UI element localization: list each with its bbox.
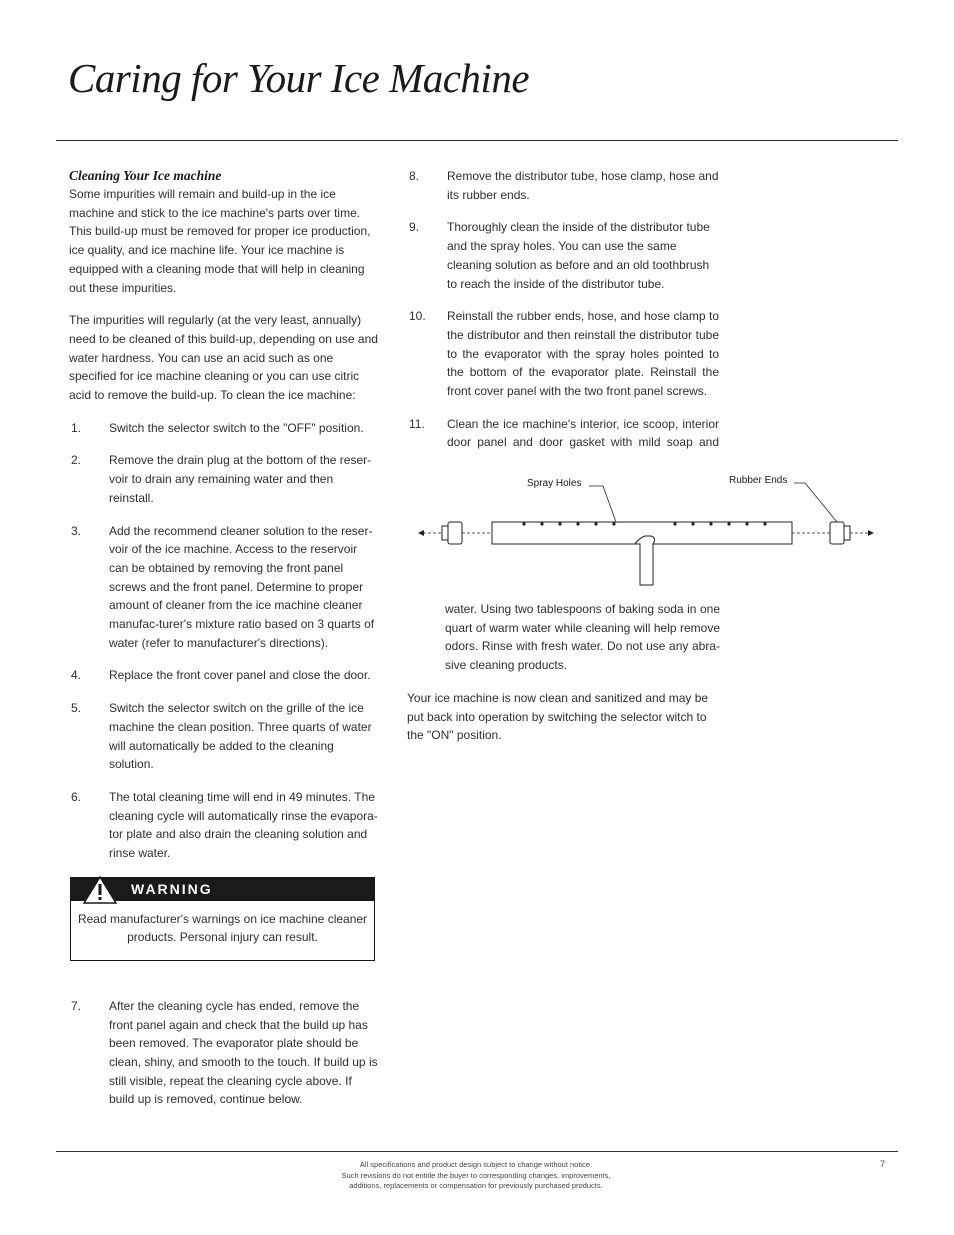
page-title: Caring for Your Ice Machine — [68, 55, 530, 101]
step-6 — [69, 788, 379, 863]
step-number: 8. — [409, 169, 420, 183]
warning-box — [70, 877, 375, 961]
step-text: Reinstall the rubber ends, hose, and hose clamp to the distributor and then reinstall the distributor tube to the evaporator with the spray holes pointed to the bottom of the evaporator plate. Reinstall the front cover panel with the two front panel screws. — [447, 309, 719, 399]
page-number: 7 — [880, 1159, 886, 1169]
step-number: 9. — [409, 220, 420, 235]
step-number: 1. — [71, 420, 82, 435]
step-10 — [407, 307, 719, 401]
footer-line: All specifications and product design subject to change without notice. — [359, 1160, 593, 1169]
warning-text: Read manufacturer's warnings on ice machine cleaner products. Personal injury can result. — [77, 911, 368, 944]
step-text: Switch the selector switch on the grille of the ice machine the clean position. Three quarts of water will automatically be added to the cleaning solution. — [109, 701, 372, 772]
step-4 — [69, 666, 379, 685]
warning-label: WARNING — [131, 880, 213, 897]
right-column — [407, 167, 719, 466]
step-9 — [407, 218, 719, 293]
warning-header — [71, 878, 374, 901]
step-8 — [407, 167, 719, 204]
step-number: 4. — [71, 668, 82, 683]
step-11-continued — [445, 600, 720, 689]
step-text: Remove the drain plug at the bottom of the reser-voir to drain any remaining water and then reinstall. — [109, 453, 372, 505]
step-number: 3. — [71, 523, 82, 538]
footer-line: additions, replacements or compensation for previously purchased products. — [349, 1181, 603, 1190]
step-text: Thoroughly clean the inside of the distributor tube and the spray holes. You can use the same cleaning solution as before and an old toothbrush to reach the inside of the distributor tube. — [447, 220, 710, 291]
step-3 — [69, 522, 379, 653]
step-number: 10. — [409, 309, 426, 324]
rubber-ends-label: Rubber Ends — [729, 475, 788, 486]
step-text: The total cleaning time will end in 49 minutes. The cleaning cycle will automatically rinse the evapora-tor plate and also drain the cleaning solution and rinse water. — [109, 789, 378, 861]
step-11-continued-text: water. Using two tablespoons of baking soda in one quart of warm water while cleaning will help remove odors. Rinse with fresh water. Do not use any abra-sive cleaning products. — [445, 602, 720, 673]
step-text: Remove the distributor tube, hose clamp, hose and its rubber ends. — [447, 169, 719, 202]
step-text: After the cleaning cycle has ended, remove the front panel again and check that the build up has been removed. The evaporator plate should be clean, shiny, and smooth to the touch. If build up is still visible, repeat the cleaning cycle above. If build up is removed, continue below. — [109, 998, 378, 1107]
step-11 — [407, 415, 719, 452]
step-text: Clean the ice machine's interior, ice scoop, interior door panel and door gasket with mild soap and — [447, 416, 719, 450]
step-number: 5. — [71, 701, 82, 716]
spray-holes-label: Spray Holes — [527, 478, 582, 489]
top-divider — [56, 140, 898, 141]
footer-disclaimer — [260, 1160, 692, 1192]
section-subheading: Cleaning Your Ice machine — [69, 168, 222, 183]
step-text: Add the recommend cleaner solution to the reser-voir of the ice machine. Access to the reservoir can be obtained by removing the front panel screws and the front panel. Determine to proper amount of cleaner from the ice machine cleaner manufac-turer's mixture ratio based on 3 quarts of water (refer to manufacturer's directions). — [109, 523, 375, 650]
step-number: 11. — [409, 416, 425, 431]
bottom-divider — [56, 1151, 898, 1152]
step-number: 6. — [71, 789, 82, 804]
step-2 — [69, 451, 379, 507]
step-5 — [69, 699, 379, 774]
footer-line: Such revisions do not entitle the buyer to corresponding changes, improvements, — [341, 1170, 611, 1180]
step-text: Replace the front cover panel and close the door. — [109, 668, 371, 683]
closing-paragraph: Your ice machine is now clean and sanitized and may be put back into operation by switching the selector witch to the "ON" position. — [407, 691, 709, 743]
intro-paragraph: Some impurities will remain and build-up in the ice machine and stick to the ice machine's parts over time. This build-up must be removed for proper ice production, ice quality, and ice machine life. Your ice machine is equipped with a cleaning mode that will help in cleaning out these impurities. — [69, 187, 371, 295]
closing-section — [407, 689, 719, 759]
warning-triangle-icon — [83, 876, 117, 904]
step-text: Switch the selector switch to the "OFF" position. — [109, 420, 364, 435]
distributor-tube-drawing — [413, 470, 883, 595]
step-number: 2. — [71, 453, 82, 468]
distributor-tube-diagram — [413, 470, 883, 595]
step-1 — [69, 419, 379, 438]
left-column — [69, 167, 379, 1123]
step-number: 7. — [71, 998, 82, 1013]
step-7 — [69, 997, 379, 1109]
impurities-paragraph: The impurities will regularly (at the very least, annually) need to be cleaned of this build-up, depending on use and water hardness. You can use an acid such as one specified for ice machine cleaning or you can use citric acid to remove the build-up. To clean the ice machine: — [69, 313, 378, 403]
